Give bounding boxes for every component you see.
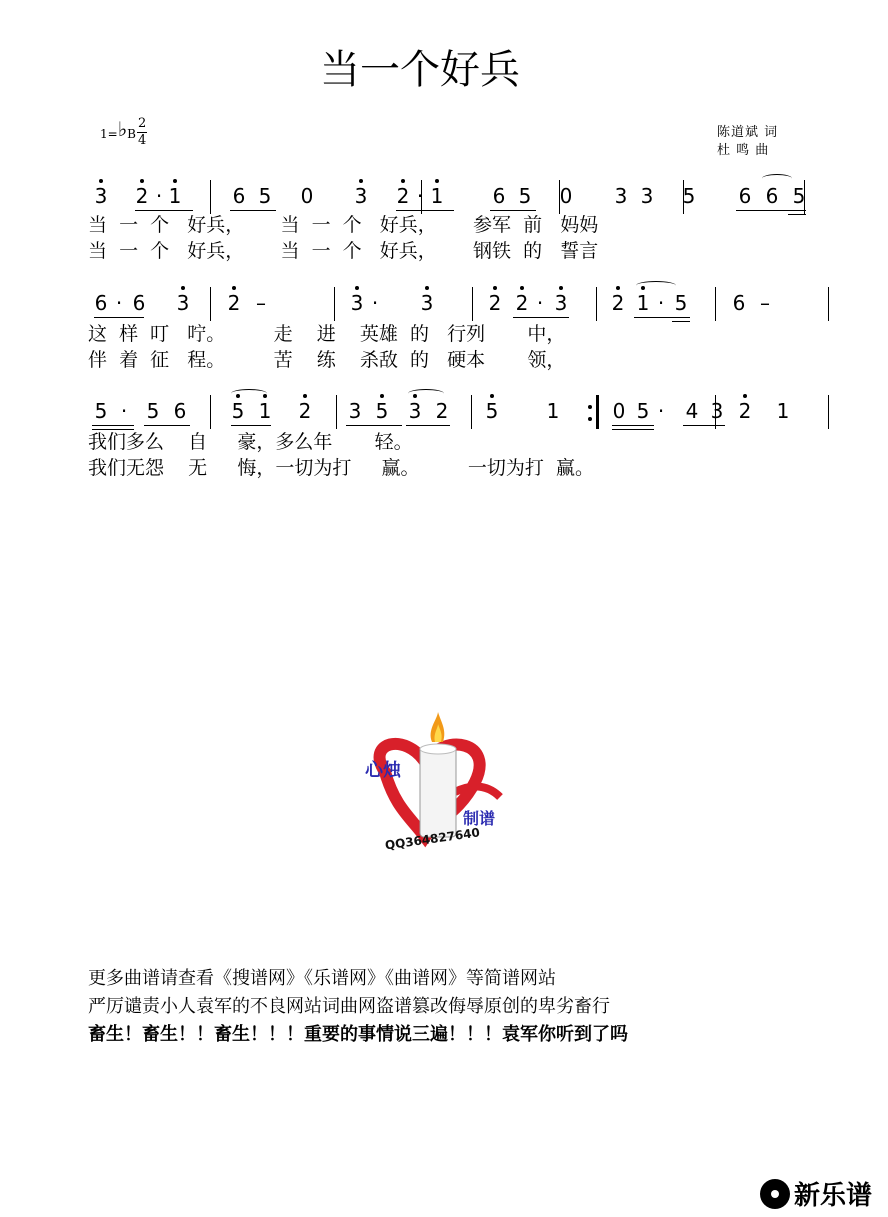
octave-dot: [173, 179, 177, 183]
note: 3: [350, 293, 364, 313]
note: 3: [640, 184, 654, 208]
beam-underline: [406, 425, 450, 426]
key-signature: [100, 118, 147, 151]
beam-underline: [634, 317, 690, 318]
candle-logo: [365, 712, 515, 852]
note: 6: [492, 184, 506, 208]
note: 5: [518, 184, 532, 208]
note: 2: [738, 401, 752, 421]
note: ·: [371, 291, 379, 315]
time-signature: [137, 116, 147, 149]
note: 2: [488, 293, 502, 313]
octave-dot: [232, 286, 236, 290]
beam-underline: [396, 210, 454, 211]
flat-icon: ♭: [117, 117, 128, 141]
note: 6: [94, 291, 108, 315]
tie-arc: [762, 174, 792, 183]
note: ·: [120, 399, 128, 423]
note: –: [256, 291, 266, 315]
note: 1: [546, 399, 560, 423]
note: 3: [348, 399, 362, 423]
octave-dot: [493, 286, 497, 290]
note: 3: [354, 186, 368, 206]
octave-dot: [490, 394, 494, 398]
note: ·: [416, 184, 424, 208]
beam-underline: [612, 429, 654, 430]
note: 5: [94, 399, 108, 423]
beam-underline: [92, 425, 134, 426]
repeat-dot: [588, 405, 592, 409]
barline: [336, 395, 337, 429]
logo-text-1: 心烛: [365, 760, 401, 781]
lyrics-row-2-verse-1: 这 样 叮 咛。 走 进 英雄 的 行列 中，: [88, 323, 566, 345]
beam-underline: [144, 425, 190, 426]
octave-dot: [520, 286, 524, 290]
octave-dot: [99, 179, 103, 183]
note: 0: [300, 184, 314, 208]
credits: [717, 124, 778, 160]
key-prefix: 1=: [100, 127, 118, 141]
octave-dot: [435, 179, 439, 183]
meter-bottom: 4: [137, 133, 147, 148]
note: 1: [776, 399, 790, 423]
record-disc-icon: [760, 1179, 790, 1209]
note: 6: [738, 184, 752, 208]
beam-underline: [230, 210, 276, 211]
beam-underline: [683, 425, 725, 426]
lyricist-credit: 陈道斌 词: [717, 125, 779, 140]
note: 3: [614, 184, 628, 208]
barline: [828, 287, 829, 321]
notation-row-3: [88, 395, 833, 429]
barline: [828, 395, 829, 429]
barline: [472, 287, 473, 321]
octave-dot: [355, 286, 359, 290]
barline: [210, 395, 211, 429]
logo-qq: QQ364827640: [384, 825, 481, 852]
meter-top: 2: [137, 116, 147, 131]
note: 2: [298, 401, 312, 421]
beam-underline: [612, 425, 654, 426]
barline: [210, 287, 211, 321]
repeat-dot: [588, 417, 592, 421]
beam-underline: [788, 214, 806, 215]
footer-line-2: 严厉谴责小人袁军的不良网站词曲网盗谱篡改侮辱原创的卑劣畜行: [88, 996, 610, 1017]
lyrics-row-1-verse-1: 当 一 个 好兵， 当 一 个 好兵， 参军 前 妈妈: [88, 214, 599, 236]
note: 2: [396, 186, 410, 206]
barline: [334, 287, 335, 321]
brand-logo: [760, 1175, 872, 1212]
octave-dot: [743, 394, 747, 398]
note: 6: [173, 399, 187, 423]
note: 1: [636, 293, 650, 313]
note: 6: [732, 291, 746, 315]
footer-notes: [88, 965, 628, 1049]
note: 2: [515, 293, 529, 313]
note: 0: [612, 399, 626, 423]
logo-text-2: 制谱: [463, 809, 496, 828]
beam-underline: [513, 317, 569, 318]
lyrics-row-3-verse-1: 我们多么 自 豪，多么年 轻。: [88, 431, 413, 453]
note: 3: [408, 401, 422, 421]
note: 6: [132, 291, 146, 315]
octave-dot: [559, 286, 563, 290]
lyrics-row-3-verse-2: 我们无怨 无 悔，一切为打 赢。 一切为打 赢。: [88, 457, 594, 479]
beam-underline: [736, 210, 806, 211]
note: 5: [375, 401, 389, 421]
octave-dot: [303, 394, 307, 398]
note: 2: [135, 186, 149, 206]
octave-dot: [401, 179, 405, 183]
beam-underline: [231, 425, 271, 426]
brand-name: 新乐谱: [794, 1181, 873, 1211]
note: –: [760, 291, 770, 315]
footer-line-3: 畜生！畜生！！畜生！！！重要的事情说三遍！！！袁军你听到了吗: [88, 1024, 628, 1045]
lyrics-row-1-verse-2: 当 一 个 好兵， 当 一 个 好兵， 钢铁 的 誓言: [88, 240, 599, 262]
key-note: B: [127, 127, 136, 141]
note: ·: [657, 399, 665, 423]
note: 2: [227, 293, 241, 313]
octave-dot: [140, 179, 144, 183]
note: 0: [559, 184, 573, 208]
note: ·: [657, 291, 665, 315]
note: 1: [258, 401, 272, 421]
octave-dot: [359, 179, 363, 183]
note: 5: [485, 401, 499, 421]
note: 1: [430, 186, 444, 206]
note: 5: [231, 401, 245, 421]
note: 6: [765, 184, 779, 208]
octave-dot: [616, 286, 620, 290]
tie-arc: [408, 389, 444, 398]
note: 5: [674, 291, 688, 315]
barline: [210, 180, 211, 214]
note: 4: [685, 399, 699, 423]
note: 2: [435, 399, 449, 423]
song-title: 当一个好兵: [320, 47, 520, 93]
composer-credit: 杜 鸣 曲: [717, 143, 770, 158]
beam-underline: [94, 317, 144, 318]
notation-row-1: [88, 180, 833, 214]
note: 3: [94, 186, 108, 206]
tie-arc: [636, 281, 676, 290]
lyrics-row-2-verse-2: 伴 着 征 程。 苦 练 杀敌 的 硬本 领，: [88, 349, 566, 371]
beam-underline: [135, 210, 193, 211]
note: 3: [176, 293, 190, 313]
octave-dot: [425, 286, 429, 290]
note: 3: [710, 399, 724, 423]
octave-dot: [380, 394, 384, 398]
note: ·: [115, 291, 123, 315]
barline: [715, 287, 716, 321]
note: 5: [258, 184, 272, 208]
notation-row-2: [88, 287, 833, 321]
note: ·: [536, 291, 544, 315]
note: 3: [554, 293, 568, 313]
note: 1: [168, 186, 182, 206]
octave-dot: [181, 286, 185, 290]
note: 2: [611, 293, 625, 313]
beam-underline: [346, 425, 402, 426]
footer-line-1: 更多曲谱请查看《搜谱网》《乐谱网》《曲谱网》等简谱网站: [88, 968, 556, 989]
note: 5: [682, 184, 696, 208]
beam-underline: [672, 321, 690, 322]
note: 3: [420, 293, 434, 313]
barline: [596, 287, 597, 321]
barline: [471, 395, 472, 429]
note: ·: [155, 184, 163, 208]
repeat-barline: [596, 395, 599, 429]
candle-heart-icon: [365, 712, 515, 852]
note: 5: [636, 399, 650, 423]
beam-underline: [490, 210, 536, 211]
tie-arc: [231, 389, 267, 398]
note: 5: [146, 399, 160, 423]
note: 5: [792, 184, 806, 208]
note: 6: [232, 184, 246, 208]
